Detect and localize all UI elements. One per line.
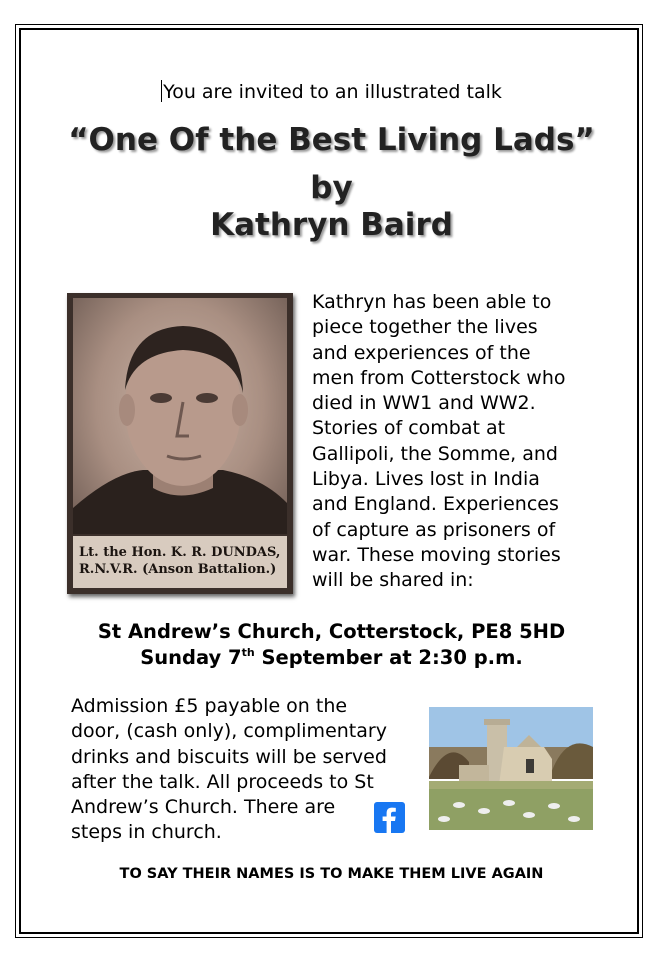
date-prefix: Sunday 7 [140, 646, 242, 669]
caption-line-1: Lt. the Hon. K. R. DUNDAS, [79, 545, 281, 560]
church-image [429, 707, 593, 830]
facebook-glyph [374, 802, 405, 833]
date-rest: September at 2:30 p.m. [254, 646, 523, 669]
venue-location: St Andrew’s Church, Cotterstock, PE8 5HD [97, 620, 566, 643]
portrait-photo [67, 293, 293, 594]
date-ordinal: th [241, 646, 255, 659]
photo-caption [73, 536, 287, 588]
text-cursor [161, 80, 162, 102]
talk-title: “One Of the Best Living Lads” [68, 122, 595, 158]
facebook-icon[interactable] [374, 802, 405, 833]
portrait-drawing [73, 298, 287, 534]
speaker-name: Kathryn Baird [210, 207, 453, 243]
title-by: by [310, 170, 353, 206]
caption-line-2: R.N.V.R. (Anson Battalion.) [79, 562, 277, 577]
talk-description: Kathryn has been able to piece together the lives and experiences of the men from Cotterstock who died in WW1 and WW2. Stories of combat at Gallipoli, the Somme, and Libya. Lives lost in India and England. Experiences of capture as prisoners of war. These moving stories will be shared in: [312, 291, 566, 592]
closing-motto: TO SAY THEIR NAMES IS TO MAKE THEM LIVE AGAIN [119, 866, 544, 882]
portrait-image [73, 298, 287, 534]
invitation-text: You are invited to an illustrated talk [163, 81, 502, 103]
admission-info: Admission £5 payable on the door, (cash only), complimentary drinks and biscuits will be served after the talk. All proceeds to St Andrew’s Church. There are steps in church. [71, 695, 387, 844]
event-date [0, 646, 663, 669]
invitation-line [0, 80, 663, 103]
church-photo [429, 707, 593, 830]
